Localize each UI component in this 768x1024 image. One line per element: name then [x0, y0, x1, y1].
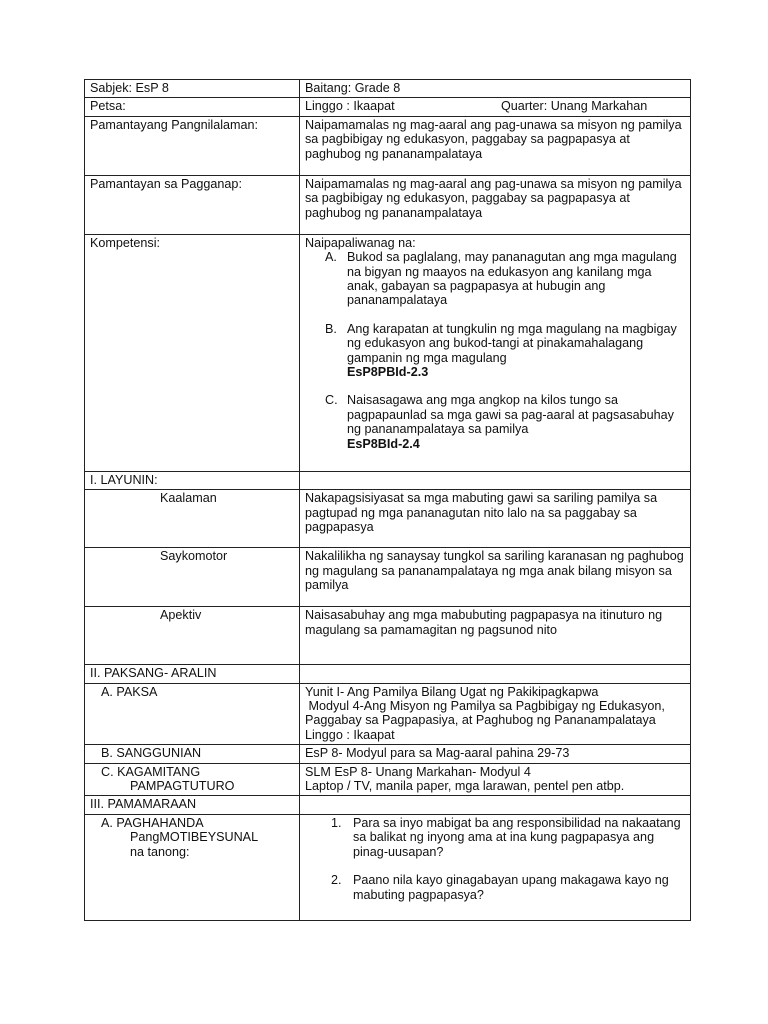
- competency-item-b: B. Ang karapatan at tungkulin ng mga magulang na magbigay ng edukasyon ang bukod-tangi at pinakamahalagang gampanin ng mga magulang EsP8PBId-2.3: [325, 322, 685, 380]
- materials-label: C. KAGAMITANG: [101, 764, 201, 779]
- psychomotor-label: Saykomotor: [160, 549, 228, 564]
- table-row: [85, 607, 691, 665]
- table-row: [85, 175, 691, 234]
- table-row: [85, 234, 691, 471]
- table-row: [85, 683, 691, 745]
- content-standard-text: Naipamamalas ng mag-aaral ang pag-unawa sa misyon ng pamilya sa pagbibigay ng edukasyon, paggabay sa pagpapasya at paghubog ng pananampalataya: [300, 116, 691, 175]
- materials-label-line2: PAMPAGTUTURO: [130, 779, 235, 794]
- affective-text: Naisasabuhay ang mga mabubuting pagpapasya na itinuturo ng magulang sa pamamagitan ng pagsunod nito: [300, 607, 691, 665]
- topic-line-module: Modyul 4-Ang Misyon ng Pamilya sa Pagbibigay ng Edukasyon, Paggabay sa Pagpapasiya, at Paghubog ng Pananampalataya: [305, 699, 669, 728]
- table-row: [85, 665, 691, 683]
- week-quarter-cell: [300, 98, 691, 116]
- quarter-text: Quarter: Unang Markahan: [501, 99, 648, 114]
- preparation-label-line3: na tanong:: [130, 844, 190, 859]
- knowledge-label: Kaalaman: [160, 491, 217, 506]
- topic-label: A. PAKSA: [101, 684, 158, 699]
- table-row: [85, 814, 691, 920]
- psychomotor-text: Nakalilikha ng sanaysay tungkol sa sariling karanasan ng paghubog ng magulang sa pananampalataya ng mga anak bilang misyon sa pamilya: [300, 548, 691, 607]
- reference-text: EsP 8- Modyul para sa Mag-aaral pahina 29-73: [300, 745, 691, 763]
- lesson-plan-table: [84, 79, 691, 921]
- table-row: [85, 80, 691, 98]
- table-row: [85, 796, 691, 814]
- performance-standard-label: Pamantayan sa Pagganap:: [85, 175, 300, 234]
- questions-cell: [300, 814, 691, 920]
- competency-label: Kompetensi:: [85, 234, 300, 471]
- table-row: [85, 548, 691, 607]
- competency-cell: [300, 234, 691, 471]
- preparation-label-line2: PangMOTIBEYSUNAL: [130, 830, 259, 845]
- materials-cell: [300, 763, 691, 796]
- materials-line-tools: Laptop / TV, manila paper, mga larawan, pentel pen atbp.: [305, 779, 625, 794]
- table-row: [85, 763, 691, 796]
- materials-line-slm: SLM EsP 8- Unang Markahan- Modyul 4: [305, 764, 531, 779]
- table-row: [85, 745, 691, 763]
- table-row: [85, 116, 691, 175]
- performance-standard-text: Naipamamalas ng mag-aaral ang pag-unawa sa misyon ng pamilya sa pagbibigay ng edukasyon, paggabay sa pagpapasya at paghubog ng pananampalataya: [300, 175, 691, 234]
- competency-item-a: A. Bukod sa paglalang, may pananagutan ang mga magulang na bigyan ng maayos na edukasyon ang kanilang mga anak, gabayan sa pagpapasya at hubugin ang pananampalataya: [325, 250, 677, 308]
- grade-cell: Baitang: Grade 8: [300, 80, 691, 98]
- topic-cell: [300, 683, 691, 745]
- table-row: [85, 471, 691, 489]
- knowledge-text: Nakapagsisiyasat sa mga mabuting gawi sa sariling pamilya sa pagtupad ng mga pananagutan nito lalo na sa paggabay sa pagpapasya: [300, 490, 691, 548]
- reference-label: B. SANGGUNIAN: [101, 746, 202, 761]
- subject-cell: Sabjek: EsP 8: [85, 80, 300, 98]
- topic-line-unit: Yunit I- Ang Pamilya Bilang Ugat ng Pakikipagkapwa: [305, 684, 599, 699]
- date-label: Petsa:: [85, 98, 300, 116]
- topic-line-week: Linggo : Ikaapat: [305, 727, 395, 742]
- affective-label: Apektiv: [160, 608, 202, 623]
- subject-matter-heading: II. PAKSANG- ARALIN: [85, 665, 300, 683]
- competency-intro: Naipapaliwanag na:: [305, 235, 416, 250]
- procedure-heading: III. PAMAMARAAN: [85, 796, 300, 814]
- question-item-1: 1. Para sa inyo mabigat ba ang responsibilidad na nakaatang sa balikat ng inyong ama at ina kung pagpapasya ang pinag-uusapan?: [331, 815, 681, 859]
- competency-code-c: EsP8BId-2.4: [347, 436, 420, 451]
- competency-item-c: C. Naisasagawa ang mga angkop na kilos tungo sa pagpapaunlad sa mga gawi sa pag-aaral at pagsasabuhay ng pananampalataya sa pamilya EsP8BId-2.4: [325, 393, 685, 451]
- table-row: [85, 490, 691, 548]
- competency-code-b: EsP8PBId-2.3: [347, 365, 429, 380]
- week-text: Linggo : Ikaapat: [305, 99, 395, 114]
- preparation-label: A. PAGHAHANDA: [101, 815, 204, 830]
- question-item-2: 2. Paano nila kayo ginagabayan upang makagawa kayo ng mabuting pagpapasya?: [331, 873, 669, 902]
- table-row: [85, 98, 691, 116]
- content-standard-label: Pamantayang Pangnilalaman:: [85, 116, 300, 175]
- objectives-heading: I. LAYUNIN:: [85, 471, 300, 489]
